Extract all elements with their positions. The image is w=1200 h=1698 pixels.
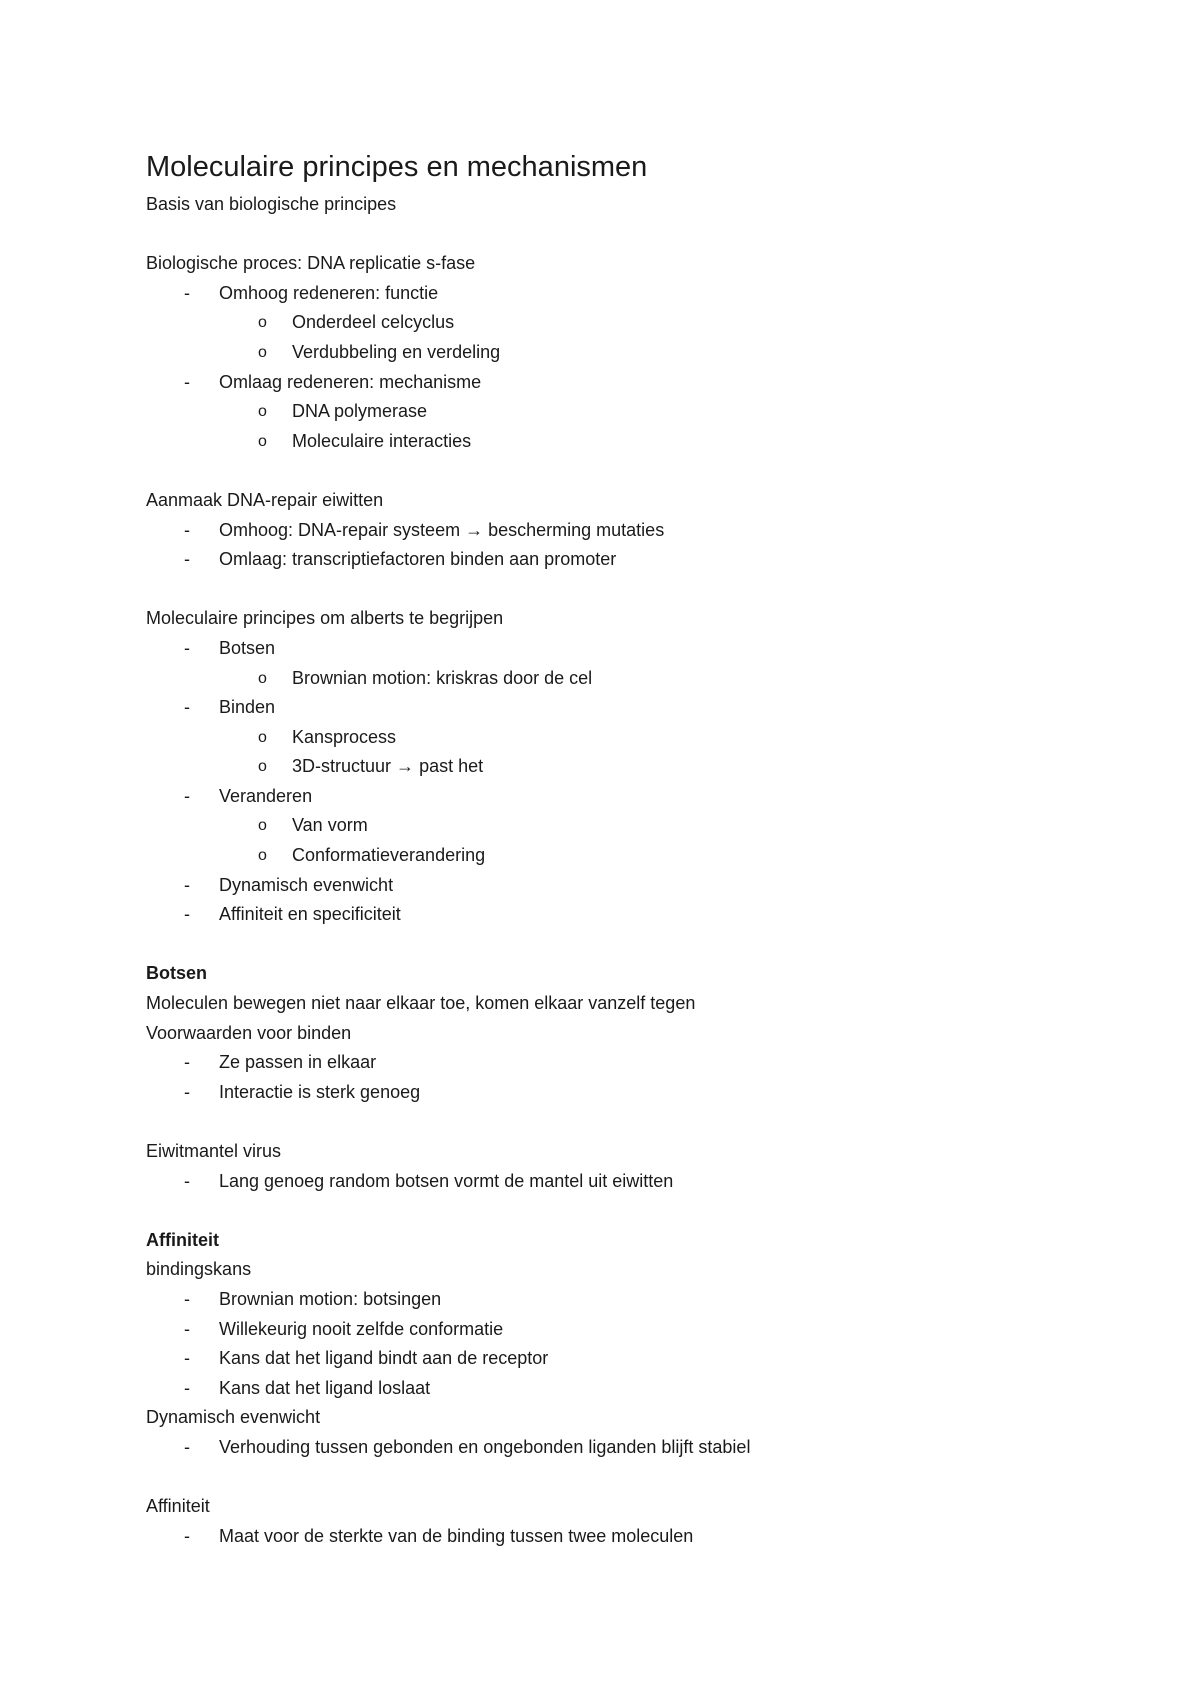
dash-bullet: - <box>184 874 190 895</box>
circle-bullet: o <box>258 817 267 835</box>
dash-bullet: - <box>184 697 190 718</box>
sub-list-item <box>146 397 1106 427</box>
list-item <box>146 1078 1106 1108</box>
paragraph: bindingskans <box>146 1259 252 1280</box>
list-item-text: Brownian motion: botsingen <box>219 1288 442 1309</box>
dash-bullet: - <box>184 371 190 392</box>
spacer <box>146 1196 1106 1226</box>
arrow-right-icon: → <box>396 756 415 777</box>
dash-bullet: - <box>184 1525 190 1546</box>
list-item <box>146 782 1106 812</box>
list-item-text: Brownian motion: kriskras door de cel <box>292 667 593 688</box>
section-heading: Aanmaak DNA-repair eiwitten <box>146 489 384 510</box>
spacer <box>146 456 1106 486</box>
list-item-text: Ze passen in elkaar <box>219 1052 377 1073</box>
dash-bullet: - <box>184 282 190 303</box>
dash-bullet: - <box>184 1436 190 1457</box>
list-item-text: bescherming mutaties <box>488 519 665 540</box>
section-heading: Affiniteit <box>146 1229 219 1250</box>
document-title: Moleculaire principes en mechanismen <box>146 151 648 183</box>
sub-list-item <box>146 841 1106 871</box>
section-heading: Moleculaire principes om alberts te begrijpen <box>146 608 504 629</box>
list-item-text: Kans dat het ligand bindt aan de receptor <box>219 1348 549 1369</box>
list-item-text: Conformatieverandering <box>292 845 486 866</box>
list-item <box>146 1433 1106 1463</box>
list-item-text: Verdubbeling en verdeling <box>292 341 501 362</box>
spacer <box>146 1107 1106 1137</box>
list-item-text: Omlaag: transcriptiefactoren binden aan promoter <box>219 549 617 570</box>
list-item-text: Maat voor de sterkte van de binding tussen twee moleculen <box>219 1525 694 1546</box>
list-item-text: Binden <box>219 697 276 718</box>
list-item <box>146 634 1106 664</box>
paragraph: Moleculen bewegen niet naar elkaar toe, komen elkaar vanzelf tegen <box>146 993 696 1014</box>
list-item <box>146 1167 1106 1197</box>
dash-bullet: - <box>184 1081 190 1102</box>
dash-bullet: - <box>184 785 190 806</box>
spacer <box>146 1463 1106 1493</box>
sub-list-item <box>146 811 1106 841</box>
spacer <box>146 930 1106 960</box>
circle-bullet: o <box>258 432 267 450</box>
list-item-text: Interactie is sterk genoeg <box>219 1081 421 1102</box>
dash-bullet: - <box>184 1052 190 1073</box>
list-item-text: Moleculaire interacties <box>292 430 472 451</box>
list-item-text: Verhouding tussen gebonden en ongebonden liganden blijft stabiel <box>219 1436 751 1457</box>
list-item-text: Willekeurig nooit zelfde conformatie <box>219 1318 504 1339</box>
document-content <box>146 148 1106 1551</box>
list-item-text: 3D-structuur <box>292 756 392 777</box>
dash-bullet: - <box>184 1170 190 1191</box>
dash-bullet: - <box>184 1318 190 1339</box>
section-heading: Biologische proces: DNA replicatie s-fase <box>146 253 476 274</box>
dash-bullet: - <box>184 549 190 570</box>
paragraph: Dynamisch evenwicht <box>146 1407 321 1428</box>
list-item <box>146 516 1106 546</box>
list-item <box>146 871 1106 901</box>
list-item-text: Omhoog: DNA-repair systeem <box>219 519 461 540</box>
list-item-text: past het <box>419 756 484 777</box>
circle-bullet: o <box>258 758 267 776</box>
circle-bullet: o <box>258 403 267 421</box>
sub-list-item <box>146 752 1106 782</box>
list-item <box>146 279 1106 309</box>
dash-bullet: - <box>184 1288 190 1309</box>
circle-bullet: o <box>258 314 267 332</box>
dash-bullet: - <box>184 1348 190 1369</box>
document-subtitle: Basis van biologische principes <box>146 194 397 214</box>
list-item <box>146 1522 1106 1552</box>
circle-bullet: o <box>258 343 267 361</box>
list-item-text: Kansprocess <box>292 726 397 747</box>
list-item <box>146 368 1106 398</box>
list-item-text: Lang genoeg random botsen vormt de mantel uit eiwitten <box>219 1170 674 1191</box>
section-heading: Affiniteit <box>146 1496 210 1517</box>
list-item-text: Veranderen <box>219 785 313 806</box>
spacer <box>146 220 1106 250</box>
circle-bullet: o <box>258 847 267 865</box>
circle-bullet: o <box>258 669 267 687</box>
list-item <box>146 1344 1106 1374</box>
dash-bullet: - <box>184 1377 190 1398</box>
list-item-text: Botsen <box>219 637 276 658</box>
list-item-text: Affiniteit en specificiteit <box>219 904 401 925</box>
list-item-text: Omhoog redeneren: functie <box>219 282 439 303</box>
sub-list-item <box>146 427 1106 457</box>
list-item-text: Dynamisch evenwicht <box>219 874 394 895</box>
list-item <box>146 693 1106 723</box>
list-item <box>146 1315 1106 1345</box>
list-item <box>146 545 1106 575</box>
list-item-text: Omlaag redeneren: mechanisme <box>219 371 482 392</box>
list-item <box>146 1285 1106 1315</box>
list-item-text: DNA polymerase <box>292 401 428 422</box>
list-item-text: Van vorm <box>292 815 368 836</box>
list-item <box>146 1374 1106 1404</box>
dash-bullet: - <box>184 904 190 925</box>
dash-bullet: - <box>184 519 190 540</box>
sub-list-item <box>146 308 1106 338</box>
sub-list-item <box>146 723 1106 753</box>
sub-list-item <box>146 338 1106 368</box>
list-item-text: Kans dat het ligand loslaat <box>219 1377 431 1398</box>
arrow-right-icon: → <box>465 519 484 540</box>
list-item <box>146 900 1106 930</box>
dash-bullet: - <box>184 637 190 658</box>
section-heading: Botsen <box>146 963 208 984</box>
paragraph: Voorwaarden voor binden <box>146 1022 352 1043</box>
circle-bullet: o <box>258 728 267 746</box>
spacer <box>146 575 1106 605</box>
list-item <box>146 1048 1106 1078</box>
section-heading: Eiwitmantel virus <box>146 1141 282 1161</box>
sub-list-item <box>146 664 1106 694</box>
list-item-text: Onderdeel celcyclus <box>292 312 455 333</box>
